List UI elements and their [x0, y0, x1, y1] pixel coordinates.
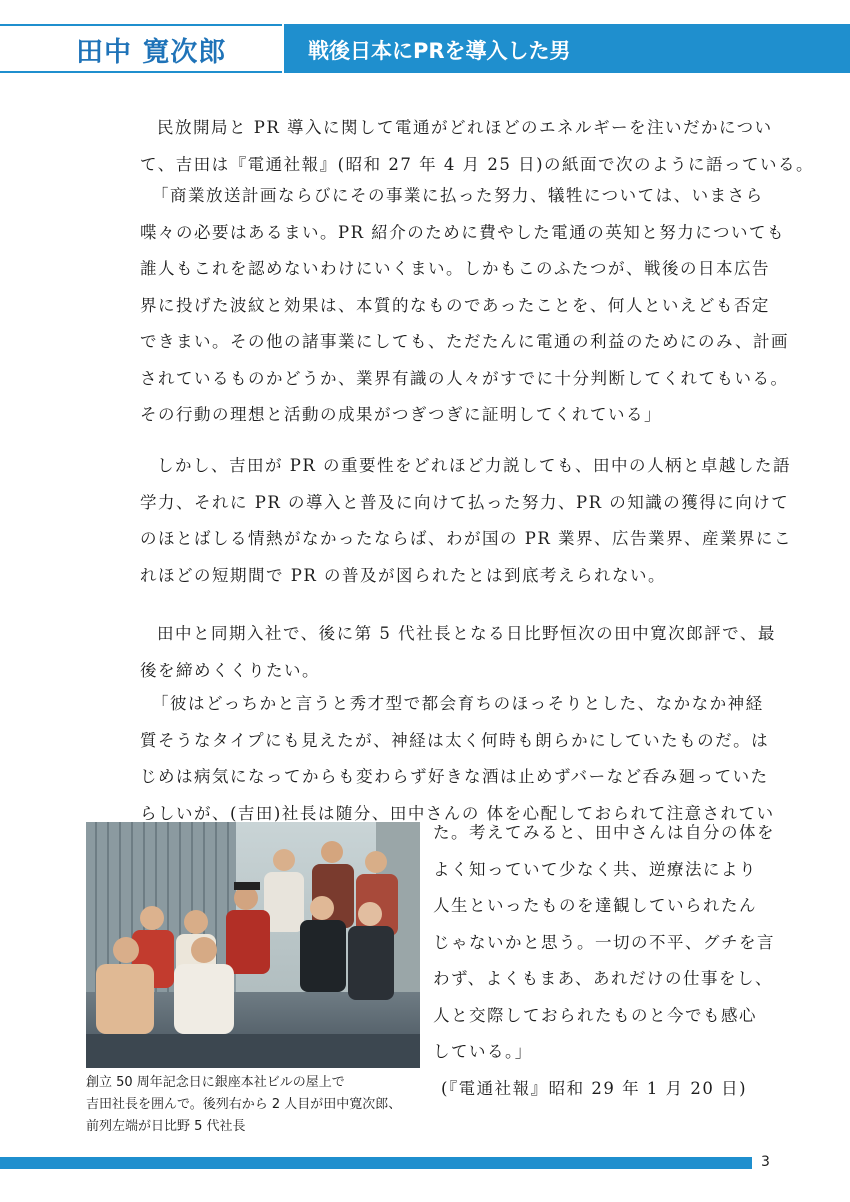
text-line: 田中と同期入社で、後に第 5 代社長となる日比野恒次の田中寛次郎評で、最 [157, 624, 776, 643]
group-photo-illustration [86, 822, 420, 1068]
header-name-box [0, 24, 282, 73]
footer-bar [0, 1157, 752, 1169]
text-line: 喋々の必要はあるまい。PR 紹介のために費やした電通の英知と努力についても [140, 222, 785, 242]
text-line: 「商業放送計画ならびにその事業に払った努力、犠牲については、いまさら [152, 186, 764, 205]
text-line: 後を締めくくりたい。 [140, 660, 320, 680]
photo-caption [86, 1072, 446, 1138]
caption-line: 吉田社長を囲んで。後列右から 2 人目が田中寛次郎、 [86, 1097, 402, 1112]
caption-line: 創立 50 周年記念日に銀座本社ビルの屋上で [86, 1075, 345, 1090]
page-number: 3 [761, 1154, 770, 1170]
text-line: 民放開局と PR 導入に関して電通がどれほどのエネルギーを注いだかについ [157, 118, 773, 137]
header-subtitle-bar [284, 24, 850, 73]
text-line: 界に投げた波紋と効果は、本質的なものであったことを、何人といえども否定 [140, 295, 770, 315]
quote-hibino [140, 686, 775, 832]
text-line: じゃないかと思う。一切の不平、グチを言 [433, 932, 775, 952]
text-line: 「彼はどっちかと言うと秀才型で都会育ちのほっそりとした、なかなか神経 [152, 694, 764, 713]
text-line: わず、よくもまあ、あれだけの仕事をし、 [433, 969, 774, 988]
text-line: している。」 [433, 1042, 533, 1061]
text-line: 誰人もこれを認めないわけにいくまい。しかもこのふたつが、戦後の日本広告 [140, 259, 770, 278]
text-line: じめは病気になってからも変わらず好きな酒は止めずバーなど呑み廻っていた [140, 767, 769, 786]
text-line: て、吉田は『電通社報』(昭和 27 年 4 月 25 日)の紙面で次のように語っている。 [140, 154, 815, 174]
text-line: 学力、それに PR の導入と普及に向けて払った努力、PR の知識の獲得に向けて [140, 492, 790, 512]
text-line: できまい。その他の諸事業にしても、ただたんに電通の利益のためにのみ、計画 [140, 332, 789, 351]
group-photo [86, 822, 420, 1068]
text-line: 質そうなタイプにも見えたが、神経は太く何時も朗らかにしていたものだ。は [140, 730, 770, 750]
paragraph-importance [140, 448, 793, 594]
caption-line: 前列左端が日比野 5 代社長 [86, 1119, 246, 1134]
text-line: よく知っていて少なく共、逆療法により [433, 859, 757, 879]
text-line: のほとばしる情熱がなかったならば、わが国の PR 業界、広告業界、産業界にこ [140, 529, 793, 548]
text-line: 人生といったものを達観していられたん [433, 896, 757, 915]
quote-hibino-continued [433, 815, 775, 1107]
text-line: されているものかどうか、業界有識の人々がすでに十分判断してくれてもいる。 [140, 368, 789, 388]
text-line: しかし、吉田が PR の重要性をどれほど力説しても、田中の人柄と卓越した語 [157, 456, 792, 475]
quote-yoshida [140, 178, 789, 434]
paragraph-intro [140, 110, 815, 183]
author-name: 田中 寛次郎 [76, 37, 227, 68]
text-line: れほどの短期間で PR の普及が図られたとは到底考えられない。 [140, 565, 667, 585]
text-line: た。考えてみると、田中さんは自分の体を [433, 823, 775, 842]
paragraph-hibino [140, 616, 776, 689]
article-subtitle: 戦後日本にPRを導入した男 [308, 39, 571, 63]
text-line: らしいが、(吉田)社長は随分、田中さんの 体を心配しておられて注意されてい [140, 803, 775, 823]
text-line: その行動の理想と活動の成果がつぎつぎに証明してくれている」 [140, 405, 662, 424]
quote-source: (『電通社報』昭和 29 年 1 月 20 日) [441, 1078, 748, 1098]
text-line: 人と交際しておられたものと今でも感心 [433, 1005, 757, 1025]
